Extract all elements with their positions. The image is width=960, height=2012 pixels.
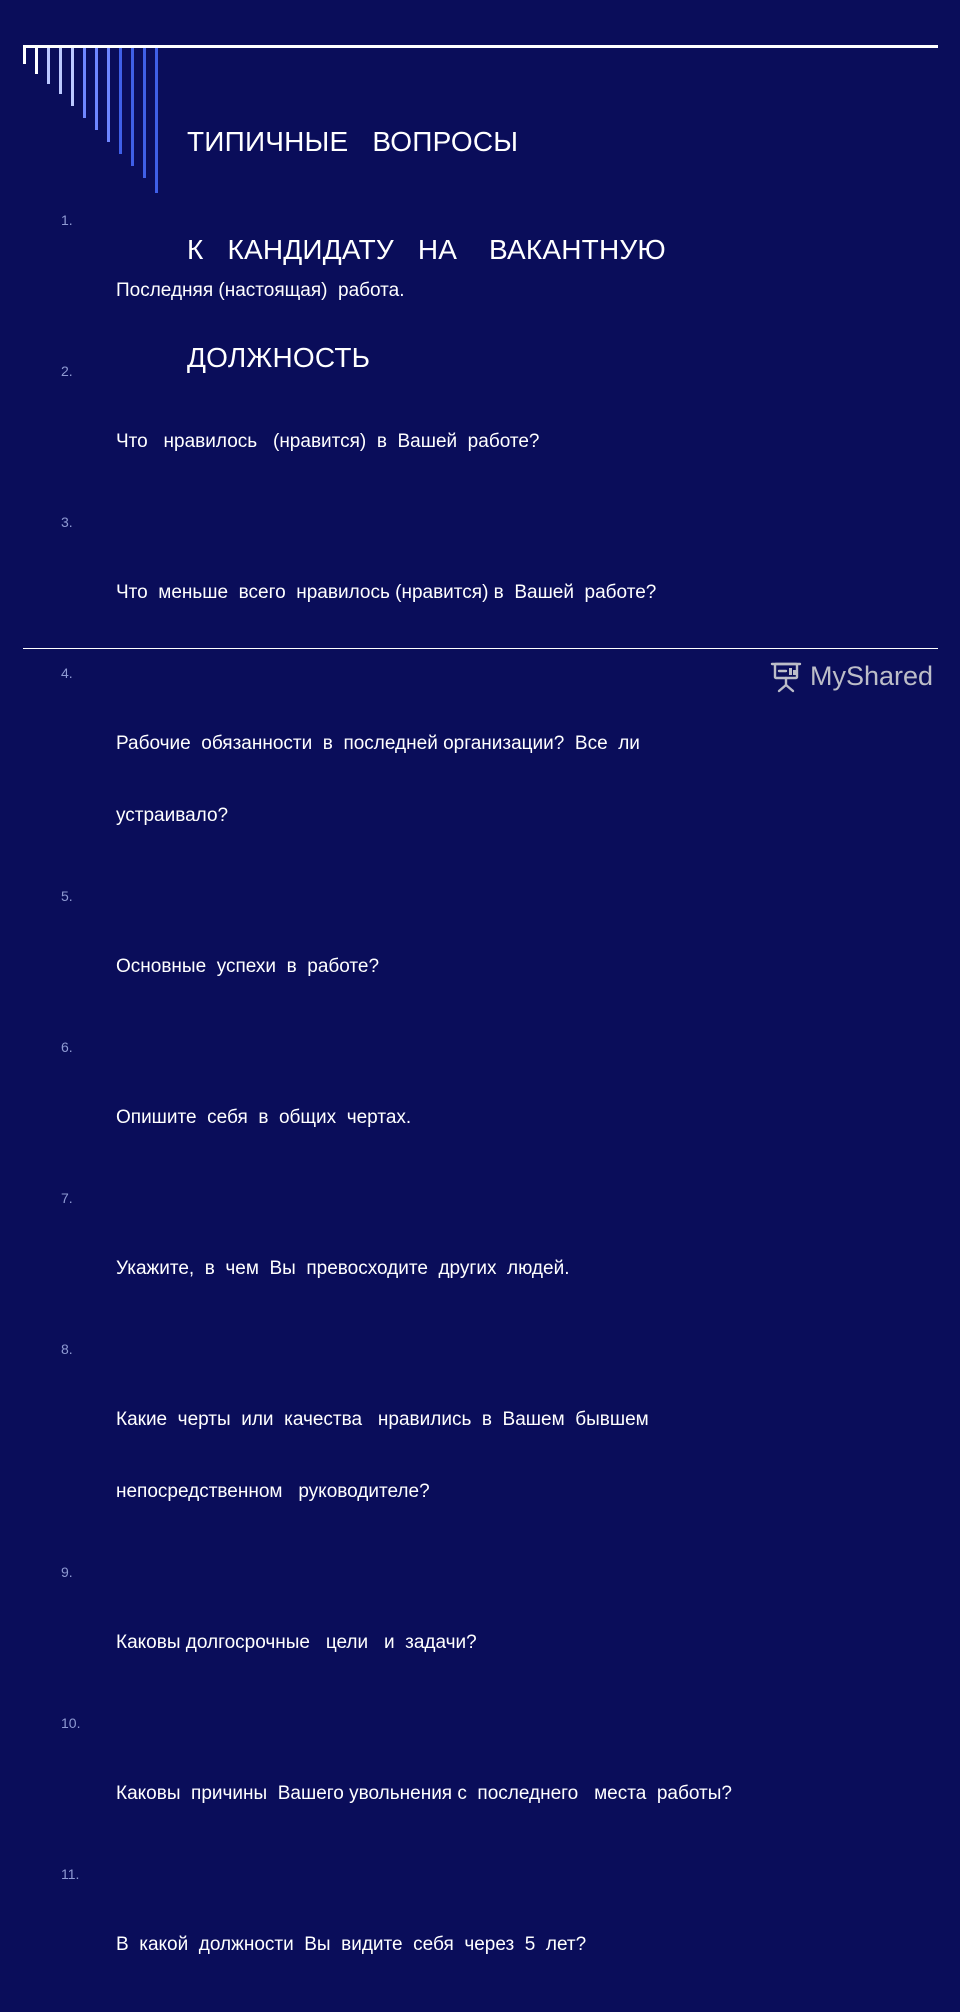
item-number: 7. — [61, 1190, 73, 1206]
decorative-bar — [23, 48, 26, 64]
list-item — [0, 1861, 960, 2005]
title-line-2: К КАНДИДАТУ НА ВАКАНТНУЮ — [187, 234, 666, 265]
item-number: 10. — [61, 1715, 81, 1731]
item-text: В какой должности Вы видите себя через 5 лет? — [116, 1934, 587, 1955]
decorative-bar — [47, 48, 50, 84]
item-number: 11. — [61, 1866, 80, 1882]
item-number: 8. — [61, 1341, 73, 1357]
item-number: 9. — [61, 1564, 73, 1580]
decorative-bar — [143, 48, 146, 178]
decorative-bar — [71, 48, 74, 106]
item-text-line-1: Какие черты или качества нравились в Вашем бывшем — [116, 1409, 649, 1430]
top-divider-line — [23, 45, 938, 48]
list-item — [0, 1559, 960, 1703]
title-line-1: ТИПИЧНЫЕ ВОПРОСЫ — [187, 126, 519, 157]
list-item — [0, 883, 960, 1027]
item-text-line-1: Рабочие обязанности в последней организации? Все ли — [116, 733, 640, 754]
item-text: Каковы долгосрочные цели и задачи? — [116, 1632, 477, 1653]
decorative-bar — [95, 48, 98, 130]
decorative-bar — [35, 48, 38, 74]
item-text: Укажите, в чем Вы превосходите других людей. — [116, 1258, 570, 1279]
myshared-logo — [768, 658, 933, 694]
decorative-bar — [131, 48, 134, 166]
logo-text: MyShared — [810, 660, 934, 691]
item-text: Что нравилось (нравится) в Вашей работе? — [116, 431, 540, 452]
presentation-icon — [768, 658, 804, 694]
bottom-divider-line — [23, 648, 938, 649]
item-number: 6. — [61, 1039, 73, 1055]
list-item — [0, 509, 960, 653]
decorative-bar — [119, 48, 122, 154]
item-text-line-2: устраивало? — [116, 805, 229, 826]
list-item — [0, 1710, 960, 1854]
item-text: Каковы причины Вашего увольнения с последнего места работы? — [116, 1783, 732, 1804]
item-text: Опишите себя в общих чертах. — [116, 1107, 412, 1128]
item-number: 1. — [61, 212, 73, 228]
item-number: 2. — [61, 363, 73, 379]
item-text-line-2: непосредственном руководителе? — [116, 1481, 430, 1502]
item-number: 5. — [61, 888, 73, 904]
list-item — [0, 1185, 960, 1329]
list-item — [0, 1034, 960, 1178]
decorative-bar — [155, 48, 158, 193]
title-line-3: ДОЛЖНОСТЬ — [187, 342, 371, 373]
list-item — [0, 207, 960, 351]
item-text: Последняя (настоящая) работа. — [116, 280, 405, 301]
item-text: Что меньше всего нравилось (нравится) в Вашей работе? — [116, 582, 657, 603]
decorative-bar — [107, 48, 110, 142]
item-text: Основные успехи в работе? — [116, 956, 380, 977]
decorative-bar — [83, 48, 86, 118]
list-item — [0, 1336, 960, 1552]
item-number: 4. — [61, 665, 73, 681]
item-number: 3. — [61, 514, 73, 530]
question-list — [0, 207, 960, 2012]
list-item — [0, 358, 960, 502]
decorative-bar — [59, 48, 62, 94]
